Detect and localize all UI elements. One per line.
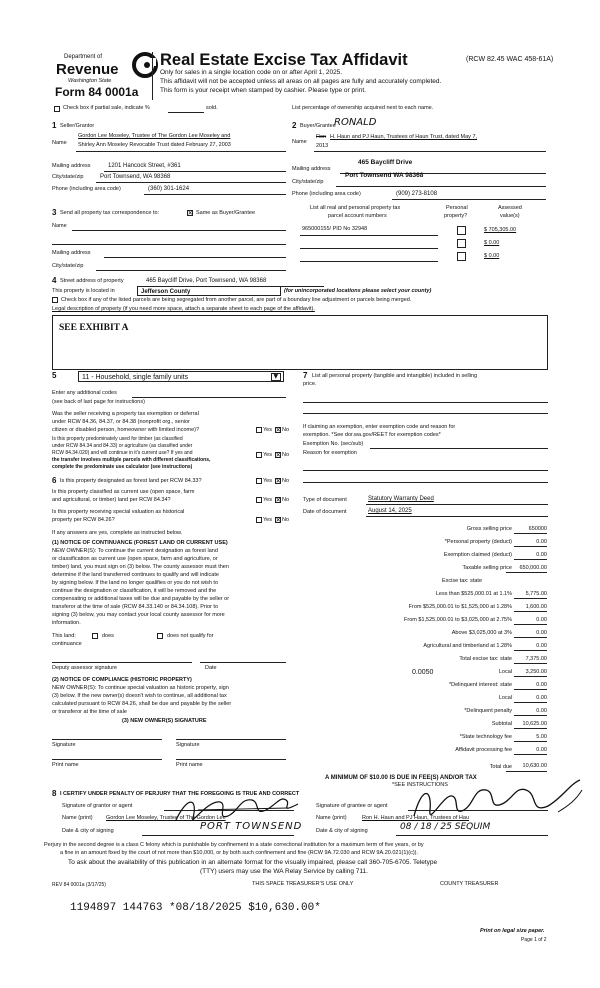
seller-mailing[interactable]: 1201 Hancock Street, #361 (108, 163, 181, 169)
located-label: This property is located in (52, 288, 115, 294)
notice1-line: timber) land, you must sign on (3) below. The county assessor must then (52, 564, 229, 570)
notice2-line: calculated pursuant to RCW 84.26, shall be due and payable by the seller (52, 701, 232, 707)
owner2-print-name-label: Print name (176, 762, 203, 768)
notice1-line: information. (52, 620, 81, 626)
dropdown-arrow-icon[interactable]: ▼ (271, 373, 281, 381)
personal-property-checkbox-2[interactable] (457, 239, 466, 248)
dept-revenue: Revenue (56, 61, 119, 78)
corr-mailing-label: Mailing address (52, 250, 91, 256)
notice1-line: or classification as current use (open space, farm and agriculture, or (52, 556, 218, 562)
seller-city[interactable]: Port Townsend, WA 98368 (100, 174, 171, 180)
perjury-note-line1: Perjury in the second degree is a class C felony which is punishable by confinement in a state correctional institution for a maximum term of five years, or by (44, 842, 424, 848)
tax-row-value[interactable]: 3,250.00 (525, 669, 547, 675)
assessed-value-1[interactable]: $ 705,305.00 (484, 227, 517, 233)
continuance-label: continuance (52, 641, 82, 647)
assessed-value-3[interactable]: $ 0.00 (484, 253, 500, 259)
forest-no-checkbox[interactable] (275, 478, 281, 484)
grantor-print-name[interactable]: Gordon Lee Moseley, Trustee of The Gordon Lee (106, 815, 226, 821)
county-select[interactable] (137, 286, 281, 296)
seller-mailing-label: Mailing address (52, 163, 91, 169)
tax-row-value[interactable]: 0.00 (536, 539, 547, 545)
notice1-title: (1) NOTICE OF CONTINUANCE (FOREST LAND OR CURRENT USE) (52, 540, 228, 546)
tax-row-value[interactable]: 5,775.00 (525, 591, 547, 597)
notice2-line: or transferor at the time of sale (52, 709, 127, 715)
tax-row-value[interactable]: 0.00 (536, 617, 547, 623)
tax-row-label: Above $3,025,000 at 3% (451, 630, 512, 636)
exemption-q3: citizen or disabled person, homeowner with limited income)? (52, 427, 200, 433)
historic-yes-checkbox[interactable] (256, 517, 262, 523)
this-land-label: This land: (52, 633, 76, 639)
historic-no-label: No (282, 517, 290, 523)
page-title: Real Estate Excise Tax Affidavit (160, 51, 408, 69)
document-date[interactable]: August 14, 2025 (368, 508, 412, 514)
buyer-mailing[interactable]: 465 Baycliff Drive (358, 159, 413, 166)
buyer-heading: Buyer/Grantee (300, 123, 336, 129)
open-space-no-label: No (282, 497, 290, 503)
land-does-checkbox[interactable] (92, 633, 98, 639)
classified-q2: under RCW 84.34 and 84.33) or agriculture (as classified under (52, 443, 193, 449)
tax-row-label: From $1,525,000.01 to $3,025,000 at 2.75% (404, 617, 512, 623)
tax-row-label: Subtotal (491, 721, 512, 727)
sold-label: sold. (206, 105, 218, 111)
seller-heading: Seller/Grantor (60, 123, 95, 129)
grantor-print-label: Name (print) (62, 815, 93, 821)
tax-row-value[interactable]: 0.00 (536, 643, 547, 649)
tax-row-label: *State technology fee (459, 734, 512, 740)
tax-row-label: Less than $525,000.01 at 1.1% (435, 591, 512, 597)
tax-total-due[interactable]: 10,630.00 (522, 763, 547, 769)
grantee-date-city[interactable]: 08 / 18 / 25 SEQUIM (400, 822, 491, 832)
tax-row-value[interactable]: 1,600.00 (525, 604, 547, 610)
alternate-format-line2: (TTY) users may use the WA Relay Service by calling 711. (200, 868, 368, 875)
document-type[interactable]: Statutory Warranty Deed (368, 496, 434, 502)
tax-row-value[interactable]: 0.00 (536, 695, 547, 701)
notice1-line: compensating or additional taxes will be due and payable by the seller or (52, 596, 230, 602)
notice2-line: NEW OWNER(S): To continue special valuation as historic property, sign (52, 685, 229, 691)
exemption-no-checkbox[interactable] (275, 427, 281, 433)
buyer-name-label: Name (292, 139, 307, 145)
see-instructions-note: *SEE INSTRUCTIONS (392, 782, 448, 788)
historic-q2: property per RCW 84.26? (52, 517, 115, 523)
minimum-due-note: A MINIMUM OF $10.00 IS DUE IN FEE(S) AND/OR TAX (325, 775, 477, 781)
notice2-title: (2) NOTICE OF COMPLIANCE (HISTORIC PROPERTY) (52, 677, 192, 683)
buyer-phone-label: Phone (including area code) (292, 191, 361, 197)
ownership-note: List percentage of ownership acquired next to each name. (292, 105, 434, 111)
classified-yes-label: Yes (263, 452, 272, 458)
classified-q1: Is this property predominately used for timber (as classified (52, 436, 183, 442)
classified-yes-checkbox[interactable] (256, 452, 262, 458)
parcel-header2: parcel account numbers (328, 213, 387, 219)
county-treasurer-label: COUNTY TREASURER (440, 881, 499, 887)
tax-row-label: Agricultural and timberland at 1.28% (423, 643, 512, 649)
owner1-signature-label: Signature (52, 742, 76, 748)
exemption-no-label: No (282, 427, 290, 433)
classified-no-checkbox[interactable] (275, 452, 281, 458)
tax-row-label: Local (498, 695, 512, 701)
if-yes-note: If any answers are yes, complete as instructed below. (52, 530, 183, 536)
tax-row-label: Local (498, 669, 512, 675)
street-address-label: Street address of property (60, 278, 124, 284)
tax-row-value[interactable]: 0.00 (536, 552, 547, 558)
seller-city-label: City/state/zip (52, 174, 84, 180)
seller-name-line2[interactable]: Shirley Ann Moseley Revocable Trust dated February 27, 2003 (78, 142, 231, 148)
forest-yes-checkbox[interactable] (256, 478, 262, 484)
document-date-label: Date of document (303, 509, 347, 515)
header-note2: This affidavit will not be accepted unless all areas on all pages are fully and accurately completed. (160, 78, 442, 85)
tax-row-value[interactable]: 7,375.00 (525, 656, 547, 662)
title-rcw: (RCW 82.45 WAC 458-61A) (466, 56, 554, 63)
tax-row-label: Excise tax: state (441, 578, 482, 584)
grantor-signature-label: Signature of grantor or agent (62, 803, 133, 809)
tax-row-value[interactable]: 0.00 (536, 630, 547, 636)
tax-row-value[interactable]: 0.00 (536, 747, 547, 753)
header-note1: Only for sales in a single location code on or after April 1, 2025. (160, 69, 343, 76)
tax-row-value[interactable]: 0.00 (536, 682, 547, 688)
grantor-date-city[interactable]: PORT TOWNSEND (200, 821, 303, 832)
personal-property-label1: List all personal property (tangible and intangible) included in selling (312, 373, 478, 379)
notice1-line: transferor at the time of sale (RCW 84.33.140 or 84.34.108). Prior to (52, 604, 218, 610)
owner1-print-name-label: Print name (52, 762, 79, 768)
partial-sale-label: Check box if partial sale, indicate % (63, 105, 150, 111)
exemption-claim-label2: exemption. *See dor.wa.gov/REET for exemption codes* (303, 432, 441, 438)
land-does-label: does (102, 633, 114, 639)
tax-row-value[interactable]: 650000 (528, 526, 547, 532)
notice1-line: NEW OWNER(S): To continue the current designation as forest land (52, 548, 218, 554)
tax-row-label: Exemption claimed (deduct) (443, 552, 512, 558)
land-use-value: 11 - Household, single family units (82, 373, 189, 381)
tax-row-label: Taxable selling price (462, 565, 512, 571)
exemption-yes-label: Yes (263, 427, 272, 433)
document-type-label: Type of document (303, 497, 347, 503)
notice1-line: determine if the land transferred continues to qualify and will indicate (52, 572, 219, 578)
classified-no-label: No (282, 452, 290, 458)
open-space-yes-label: Yes (263, 497, 272, 503)
grantee-print-name[interactable]: Ron H. Haun and PJ Haun, Trustees of Hau (362, 815, 470, 821)
buyer-handwritten-name: RONALD (334, 117, 377, 128)
buyer-city-label: City/state/zip (292, 179, 324, 185)
corr-city-label: City/state/zip (52, 263, 84, 269)
parcel-number[interactable]: 965000155/ PID No 32948 (302, 226, 368, 232)
seller-phone[interactable]: (360) 301-1624 (148, 186, 190, 192)
buyer-name-line1[interactable]: H. Haun and PJ Haun, Trustees of Haun Trust, dated May 7, (330, 134, 478, 140)
land-does-not-checkbox[interactable] (157, 633, 163, 639)
buyer-city[interactable]: Port Townsend WA 98368 (345, 172, 424, 179)
exemption-q1: Was the seller receiving a property tax exemption or deferral (52, 411, 199, 417)
buyer-name-line2[interactable]: 2013 (316, 143, 329, 149)
assessed-header1: Assessed (498, 205, 522, 211)
personal-property-checkbox-3[interactable] (457, 252, 466, 261)
local-rate: 0.0050 (412, 669, 434, 676)
exemption-reason-label: Reason for exemption (303, 450, 357, 456)
perjury-note-line2: a fine in an amount fixed by the court of not more than $10,000, or by both such confinement and fine (RCW 9A.72.030 and RCW 9A.20.021(1)(c)). (60, 850, 419, 856)
tax-row-label: *Personal property (deduct) (444, 539, 512, 545)
grantor-signature-scribble (168, 790, 308, 830)
notice2-line: (3) below. If the new owner(s) doesn't wish to continue, all additional tax (52, 693, 227, 699)
classified-q3: RCW 84.34.020) and will continue in it's current use? If yes and (52, 450, 193, 456)
deputy-date-label: Date (205, 665, 217, 671)
exemption-q2: under RCW 84.36, 84.37, or 84.38 (nonprofit org., senior (52, 419, 190, 425)
grantee-signature-scribble (408, 776, 588, 836)
parcel-header1: List all real and personal property tax (310, 205, 401, 211)
dept-state: Washington State (68, 78, 112, 84)
same-as-buyer-label: Same as Buyer/Grantee (196, 210, 256, 216)
deputy-signature-label: Deputy assessor signature (52, 665, 118, 671)
owner2-signature-label: Signature (176, 742, 200, 748)
seller-name-line1[interactable]: Gordon Lee Moseley, Trustee of The Gordon Lee Moseley and (78, 133, 231, 139)
tax-row-label: *Delinquent interest: state (449, 682, 512, 688)
exemption-number-label: Exemption No. (sec/sub) (303, 441, 364, 447)
tax-row-label: *Delinquent penalty (464, 708, 512, 714)
forest-no-label: No (282, 478, 290, 484)
alternate-format-line1: To ask about the availability of this publication in an alternate format for the visually impaired, please call 360-705-6705. Teletype (68, 859, 438, 866)
open-space-q2: and agricultural, or timber) land per RCW 84.34? (52, 497, 171, 503)
tax-row-value[interactable]: 0.00 (536, 708, 547, 714)
open-space-yes-checkbox[interactable] (256, 497, 262, 503)
personal-property-checkbox-1[interactable] (457, 226, 466, 235)
cashier-stamp: 1194897 144763 *08/18/2025 $10,630.00* (70, 902, 321, 914)
notice1-line: by signing below. If the land no longer qualifies or you do not wish to (52, 580, 219, 586)
perjury-certification: I CERTIFY UNDER PENALTY OF PERJURY THAT THE FOREGOING IS TRUE AND CORRECT (60, 791, 300, 797)
partial-sale-checkbox[interactable] (54, 106, 60, 112)
grantee-print-label: Name (print) (316, 815, 347, 821)
grantee-signature-label: Signature of grantee or agent (316, 803, 388, 809)
buyer-phone[interactable]: (909) 273-8108 (396, 191, 438, 197)
revenue-swoosh-icon (132, 52, 158, 78)
tax-row-label: Total excise tax: state (459, 656, 512, 662)
tax-row-label: Affidavit processing fee (455, 747, 512, 753)
see-back-label: (see back of last page for instructions) (52, 399, 145, 405)
form-revision: REV 84 0001a (3/17/25) (52, 882, 106, 888)
tax-row-value[interactable]: 650,000.00 (519, 565, 547, 571)
tax-row-label: Gross selling price (466, 526, 512, 532)
legal-description-label: Legal description of property (if you need more space, attach a separate sheet to each page of the affidavit). (52, 306, 315, 312)
legal-description-value: SEE EXHIBIT A (59, 323, 129, 333)
historic-yes-label: Yes (263, 517, 272, 523)
classified-q4: the transfer involves multiple parcels with different classifications, (52, 457, 211, 463)
personal-property-label2: price. (303, 381, 317, 387)
personal-header1: Personal (446, 205, 468, 211)
notice1-line: signing (3) below, you may contact your local county assessor for more (52, 612, 225, 618)
historic-no-checkbox[interactable] (275, 517, 281, 523)
tax-row-label: From $525,000.01 to $1,525,000 at 1.28% (408, 604, 512, 610)
assessed-value-2[interactable]: $ 0.00 (484, 240, 500, 246)
unincorporated-note: (for unincorporated locations please select your county) (284, 288, 432, 294)
legal-description-box[interactable] (52, 315, 548, 370)
forest-question: Is this property designated as forest land per RCW 84.33? (60, 478, 202, 484)
tax-row-label: Total due (489, 764, 512, 770)
county-value: Jefferson County (141, 288, 191, 295)
historic-q1: Is this property receiving special valuation as historical (52, 509, 185, 515)
buyer-name-struck: Ron (316, 134, 327, 140)
seller-phone-label: Phone (including area code) (52, 186, 121, 192)
street-address[interactable]: 465 Baycliff Drive, Port Townsend, WA 98368 (146, 278, 267, 284)
form-number: Form 84 0001a (55, 85, 139, 99)
seller-name-label: Name (52, 140, 67, 146)
classified-q5: complete the predominate use calculator (see instructions) (52, 464, 193, 470)
treasurer-use-only: THIS SPACE TREASURER'S USE ONLY (252, 881, 354, 887)
personal-header2: property? (444, 213, 468, 219)
correspondence-label: Send all property tax correspondence to: (60, 210, 160, 216)
new-owner-signature-heading: (3) NEW OWNER(S) SIGNATURE (122, 718, 207, 724)
open-space-no-checkbox[interactable] (275, 497, 281, 503)
corr-name-label: Name (52, 223, 67, 229)
forest-yes-label: Yes (263, 478, 272, 484)
header-note3: This form is your receipt when stamped by cashier. Please type or print. (160, 87, 366, 94)
tax-row-value[interactable]: 5.00 (536, 734, 547, 740)
open-space-q1: Is this property classified as current use (open space, farm (52, 489, 195, 495)
additional-codes-label: Enter any additional codes (52, 390, 117, 396)
exemption-yes-checkbox[interactable] (256, 427, 262, 433)
buyer-mailing-label: Mailing address (292, 166, 331, 172)
tax-row-value[interactable]: 10,625.00 (522, 721, 547, 727)
page-number: Page 1 of 2 (521, 937, 547, 943)
notice1-line: continue the designation or classification, it will be removed and the (52, 588, 217, 594)
land-does-not-label: does not qualify for (167, 633, 214, 639)
segregated-checkbox[interactable] (52, 297, 58, 303)
grantor-date-city-label: Date & city of signing (62, 828, 114, 834)
land-use-select[interactable] (78, 371, 284, 382)
same-as-buyer-checkbox[interactable] (187, 210, 193, 216)
segregated-note: Check box if any of the listed parcels are being segregated from another parcel, are part of a boundary line adjustment or parcels being merged. (61, 297, 412, 303)
dept-line1: Department of (64, 54, 103, 60)
assessed-header2: value(s) (500, 213, 520, 219)
grantee-date-city-label: Date & city of signing (316, 828, 368, 834)
legal-paper-note: Print on legal size paper. (480, 928, 545, 934)
exemption-claim-label1: If claiming an exemption, enter exemption code and reason for (303, 424, 456, 430)
